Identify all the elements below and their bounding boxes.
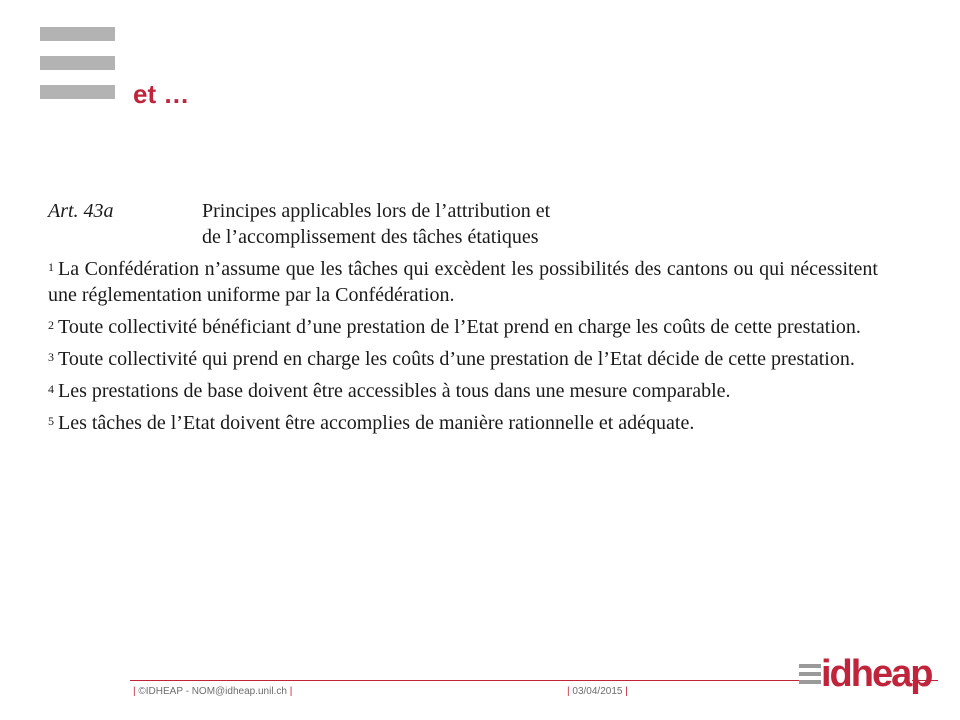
footer-separator: | — [289, 686, 293, 697]
article-paragraph-3 — [48, 346, 878, 372]
paragraph-number: 2 — [48, 318, 54, 332]
paragraph-text: La Confédération n’assume que les tâches qui excèdent les possibilités des cantons ou qui nécessitent une réglementation uniforme par la Confédération. — [48, 258, 878, 306]
paragraph-text: Les tâches de l’Etat doivent être accomplies de manière rationnelle et adéquate. — [58, 412, 695, 434]
article-paragraph-4 — [48, 378, 878, 404]
paragraph-text: Toute collectivité bénéficiant d’une prestation de l’Etat prend en charge les coûts de cette prestation. — [58, 316, 861, 338]
article-paragraph-2 — [48, 314, 878, 340]
paragraph-number: 3 — [48, 350, 54, 364]
decorative-bar-top — [40, 27, 115, 41]
decorative-bar-middle — [40, 56, 115, 70]
article-number: Art. 43a — [48, 200, 114, 222]
paragraph-number: 1 — [48, 260, 54, 274]
idheap-logo — [799, 653, 932, 695]
paragraph-number: 5 — [48, 414, 54, 428]
logo-lines-icon — [799, 664, 821, 688]
article-excerpt — [48, 198, 878, 442]
article-paragraph-5 — [48, 410, 878, 436]
footer-copyright-text: ©IDHEAP - NOM@idheap.unil.ch — [138, 686, 287, 697]
logo-text: idheap — [821, 653, 932, 695]
decorative-bar-bottom — [40, 85, 115, 99]
paragraph-text: Les prestations de base doivent être accessibles à tous dans une mesure comparable. — [58, 380, 731, 402]
article-header — [48, 198, 878, 250]
paragraph-number: 4 — [48, 382, 54, 396]
footer-separator: | — [567, 686, 570, 697]
paragraph-text: Toute collectivité qui prend en charge les coûts d’une prestation de l’Etat décide de cette prestation. — [58, 348, 855, 370]
article-paragraph-1 — [48, 256, 878, 308]
footer-separator: | — [625, 686, 628, 697]
article-title — [202, 198, 878, 250]
footer-separator: | — [133, 686, 136, 697]
slide-title: et … — [133, 79, 190, 109]
footer-date — [567, 686, 628, 697]
footer-date-text: 03/04/2015 — [572, 686, 623, 697]
article-title-line2: de l’accomplissement des tâches étatiques — [202, 226, 539, 248]
article-title-line1: Principes applicables lors de l’attribution et — [202, 200, 551, 222]
footer-copyright — [133, 686, 292, 697]
